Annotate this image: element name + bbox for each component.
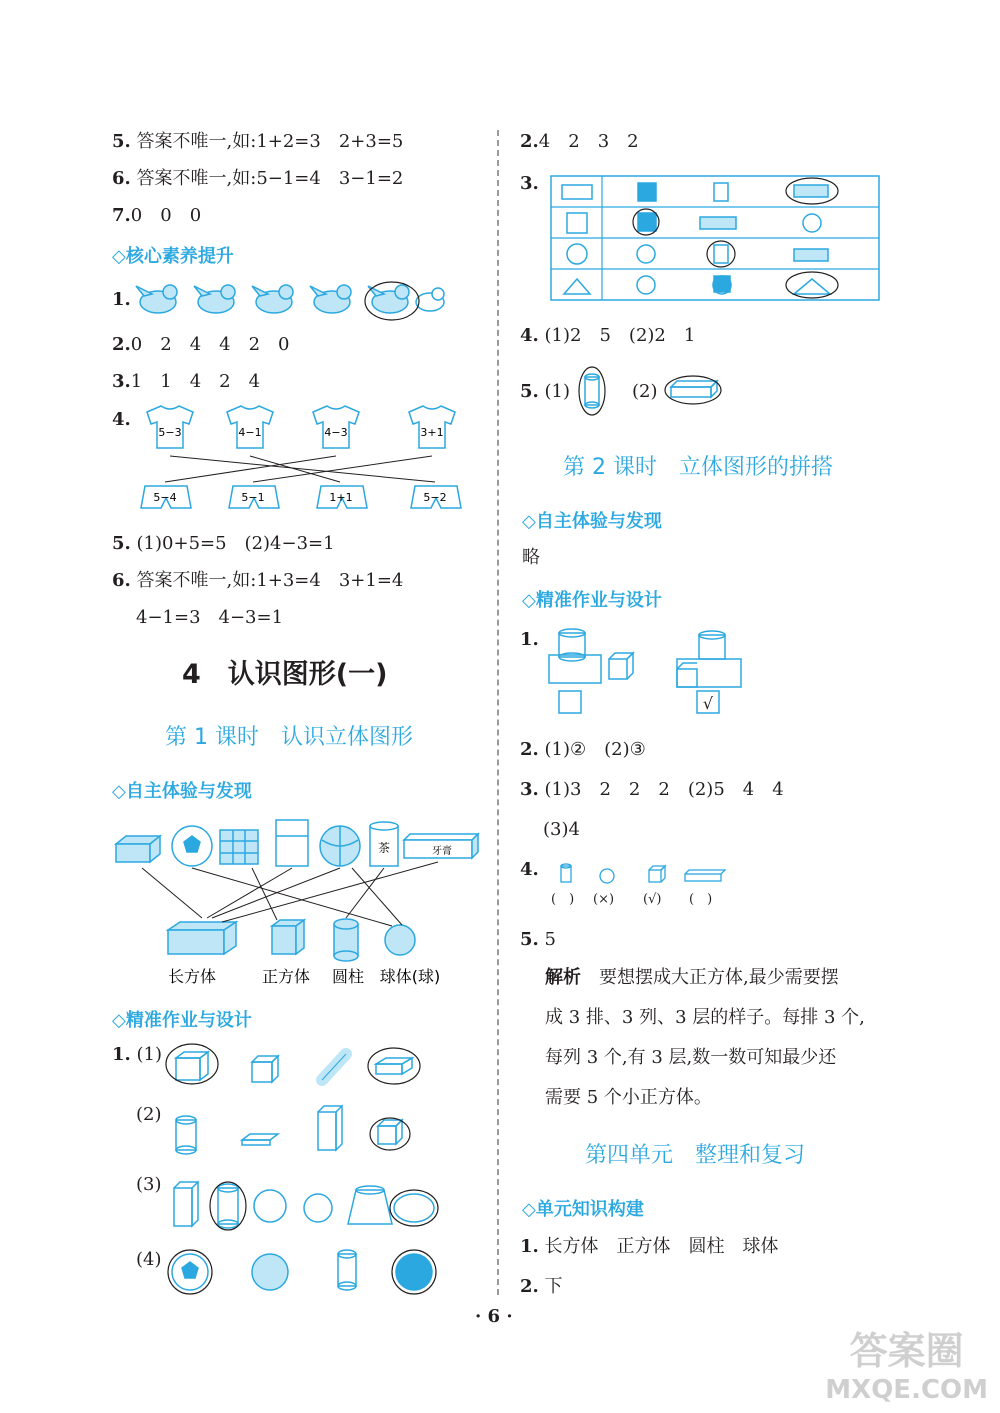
answer-7: 7.0 0 0	[112, 205, 202, 226]
practice-answer-1-number: 1.	[520, 629, 539, 650]
unit-review-title: 第四单元 整理和复习	[585, 1143, 806, 1168]
answer-2: 2.4 2 3 2	[520, 131, 639, 152]
bird-icon	[136, 285, 444, 313]
core-answer-2: 2.0 2 4 4 2 0	[112, 334, 290, 355]
cuboid-label: 长方体	[167, 967, 217, 986]
rubiks-cube-icon	[220, 830, 258, 864]
lesson-2-title: 第 2 课时 立体图形的拼搭	[563, 455, 833, 480]
core-answer-4-number: 4.	[112, 409, 131, 430]
practice-part-4-label: (4)	[136, 1249, 162, 1270]
core-answer-1: 1.	[112, 289, 131, 310]
answer-5-part-2-label: (2)	[632, 381, 658, 402]
shirts-shorts-matching-figure	[135, 402, 465, 520]
answer-5: 5. 答案不唯一,如:1+2=3 2+3=5	[112, 131, 404, 152]
birds-figure	[130, 276, 450, 324]
practice-answer-3: 3. (1)3 2 2 2 (2)5 4 4	[520, 779, 784, 800]
section-heading-core: ◇核心素养提升	[112, 246, 234, 267]
practice-answer-3-line-2: (3)4	[543, 819, 580, 840]
answer-6: 6. 答案不唯一,如:5−1=4 3−1=2	[112, 168, 404, 189]
shirt-label: 3+1	[420, 426, 444, 439]
practice-4-shapes	[549, 862, 739, 884]
chapter-title: 4 认识图形(一)	[182, 659, 388, 690]
practice-answer-1: 1. (1)	[112, 1044, 163, 1065]
section-heading-explore: ◇自主体验与发现	[112, 781, 252, 802]
explore-answer: 略	[522, 547, 540, 568]
shape-classification-table	[550, 175, 880, 301]
cube-label: 正方体	[261, 967, 311, 986]
core-answer-6: 6. 答案不唯一,如:1+3=4 3+1=4	[112, 570, 404, 591]
rectangle-icon	[562, 185, 592, 199]
sphere-label: 球体(球)	[379, 967, 441, 986]
selection-circles	[166, 1044, 438, 1294]
lesson-1-title: 第 1 课时 认识立体图形	[165, 725, 413, 750]
section-heading-practice: ◇精准作业与设计	[522, 590, 662, 611]
shorts-label: 5−2	[423, 491, 447, 504]
shorts-label: 1+1	[329, 491, 353, 504]
toothpaste-box-icon	[404, 834, 478, 840]
unit-answer-2: 2. 下	[520, 1276, 563, 1297]
core-answer-5: 5. (1)0+5=5 (2)4−3=1	[112, 533, 335, 554]
answer-5-figure	[575, 365, 725, 419]
square-icon	[567, 213, 587, 233]
answer-3-number: 3.	[520, 173, 539, 194]
circle-icon	[567, 244, 587, 264]
shirt-label: 4−3	[324, 426, 348, 439]
shape-selection-figure	[160, 1040, 460, 1300]
section-heading-unit: ◇单元知识构建	[522, 1199, 644, 1220]
matching-lines	[142, 862, 438, 926]
toothpaste-label: 牙膏	[432, 846, 452, 857]
stacking-figure	[545, 625, 755, 720]
tea-label: 茶	[377, 841, 391, 855]
cylinder-label: 圆柱	[331, 967, 365, 986]
sphere-shape	[385, 925, 415, 955]
answer-4: 4. (1)2 5 (2)2 1	[520, 325, 696, 346]
watermark: 答案圈 MXQE.COM	[825, 1329, 988, 1405]
practice-answer-4-number: 4.	[520, 859, 539, 880]
page-number: · 6 ·	[475, 1306, 513, 1327]
core-answer-6-line-2: 4−1=3 4−3=1	[136, 607, 284, 628]
practice-answer-2: 2. (1)② (2)③	[520, 739, 646, 760]
analysis-paragraph: 解析 要想摆成大正方体,最少需要摆 成 3 排、3 列、3 层的样子。每排 3 个, 每列 3 个,有 3 层,数一数可知最少还 需要 5 个小正方体。	[545, 967, 865, 1108]
column-divider	[497, 130, 499, 1295]
practice-part-3-label: (3)	[136, 1174, 162, 1195]
shorts-label: 5−1	[241, 491, 265, 504]
core-answer-3: 3.1 1 4 2 4	[112, 371, 261, 392]
check-mark-icon: √	[702, 694, 714, 713]
shirt-label: 5−3	[158, 426, 182, 439]
practice-answer-5: 5. 5	[520, 929, 556, 950]
analysis-label: 解析	[545, 967, 581, 988]
practice-part-2-label: (2)	[136, 1104, 162, 1125]
triangle-icon	[564, 279, 590, 294]
shape-matching-figure	[112, 812, 484, 992]
section-heading-practice: ◇精准作业与设计	[112, 1010, 252, 1031]
fridge-icon	[276, 820, 308, 866]
shirt-label: 4−1	[238, 426, 262, 439]
answer-5: 5. (1)	[520, 381, 571, 402]
shorts-label: 5−4	[153, 491, 177, 504]
matching-lines	[165, 456, 435, 482]
unit-answer-1: 1. 长方体 正方体 圆柱 球体	[520, 1236, 779, 1257]
section-heading-explore: ◇自主体验与发现	[522, 511, 662, 532]
